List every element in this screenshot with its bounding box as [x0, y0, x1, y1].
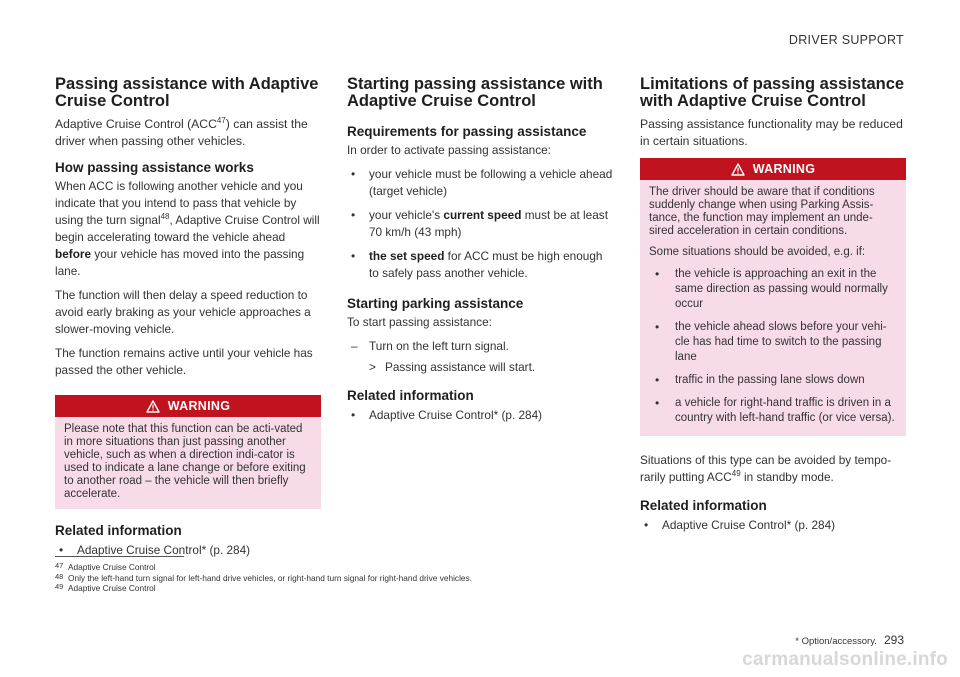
- related-heading: Related information: [347, 388, 474, 403]
- paragraph: To start passing assistance:: [347, 315, 492, 329]
- warning-body: Please note that this function can be acti-vated in more situations than just passing another vehicle, such as when a direction indi-cator is used to indicate a lane change or before exiting to another road – the vehicle will then briefly accelerate.: [55, 417, 321, 509]
- warning-body: The driver should be aware that if conditions suddenly change when using Parking Assis-tance, the function may implement an unde-sired acceleration in certain conditions. Some situations should be avoided, e.g. if: • the vehicle is approaching an exit in the same direction as passing would normally occur • the vehicle ahead slows before your vehi-cle has had time to switch to the passing lane • traffic in the passing lane slows down • a vehicle for right-hand traffic is driven in a country with left-hand traffic (or vice versa).: [640, 180, 906, 436]
- list-item: • the set speed for ACC must be high enough to safely pass another vehicle.: [351, 249, 603, 280]
- requirements-heading: Requirements for passing assistance: [347, 124, 587, 139]
- paragraph: When ACC is following another vehicle and you indicate that you intend to pass that vehicle by using the turn signal$^{48}$, Adaptive Cruise Control will begin accelerating toward the vehicle ahead before your vehicle has moved into the passing lane.: [55, 179, 320, 278]
- section-title: Passing assistance with Adaptive Cruise Control: [55, 75, 319, 110]
- warning-triangle-icon: [731, 163, 745, 176]
- column-passing-assistance: [55, 76, 321, 566]
- related-heading: Related information: [55, 523, 182, 538]
- related-link[interactable]: • Adaptive Cruise Control* (p. 284): [351, 408, 543, 422]
- list-item: • the vehicle is approaching an exit in the same direction as passing would normally occur: [655, 267, 888, 310]
- warning-header: WARNING: [55, 395, 321, 417]
- list-item: • a vehicle for right-hand traffic is driven in a country with left-hand traffic (or vice versa).: [655, 396, 895, 424]
- list-item: • the vehicle ahead slows before your vehi-cle has had time to switch to the passing lane: [655, 320, 887, 363]
- warning-triangle-icon: [146, 400, 160, 413]
- list-item: • traffic in the passing lane slows down: [655, 373, 865, 387]
- related-link[interactable]: • Adaptive Cruise Control* (p. 284): [59, 543, 251, 557]
- column-starting-passing-assistance: [347, 76, 613, 431]
- footnote-divider: [55, 556, 184, 557]
- section-title: Starting passing assistance with Adaptive Cruise Control: [347, 75, 603, 110]
- page-footer: [795, 633, 904, 647]
- page-number: 293: [883, 633, 904, 647]
- paragraph: Situations of this type can be avoided by tempo-rarily putting ACC$^{49}$ in standby mode.: [640, 453, 892, 484]
- list-item: • your vehicle must be following a vehicle ahead (target vehicle): [351, 167, 613, 198]
- intro-paragraph: Adaptive Cruise Control (ACC$^{47}$) can assist the driver when passing other vehicles.: [55, 115, 308, 148]
- footnotes: [55, 562, 472, 594]
- section-title: Limitations of passing assistance with Adaptive Cruise Control: [640, 75, 905, 110]
- paragraph: The function will then delay a speed reduction to avoid early braking as your vehicle approaches a slower-moving vehicle.: [55, 288, 311, 336]
- step-result: > Passing assistance will start.: [369, 360, 536, 374]
- option-note: * Option/accessory.: [795, 636, 877, 647]
- warning-box: [640, 158, 906, 436]
- related-list: [347, 407, 613, 424]
- paragraph: In order to activate passing assistance:: [347, 143, 551, 157]
- watermark: carmanualsonline.info: [742, 649, 948, 670]
- warning-list: [649, 267, 897, 426]
- footnote: 48 Only the left-hand turn signal for left-hand drive vehicles, or right-hand turn signal for right-hand drive vehicles.: [55, 571, 472, 583]
- column-limitations: [640, 76, 906, 541]
- related-list: [640, 517, 906, 534]
- related-heading: Related information: [640, 498, 767, 513]
- warning-box: [55, 395, 321, 509]
- footnote: 49 Adaptive Cruise Control: [55, 582, 156, 593]
- section-header: DRIVER SUPPORT: [788, 33, 904, 47]
- starting-heading: Starting parking assistance: [347, 296, 524, 311]
- how-it-works-heading: How passing assistance works: [55, 160, 254, 175]
- related-link[interactable]: • Adaptive Cruise Control* (p. 284): [644, 518, 836, 532]
- paragraph: The function remains active until your vehicle has passed the other vehicle.: [55, 346, 313, 377]
- warning-header: WARNING: [640, 158, 906, 180]
- requirements-list: [347, 166, 613, 282]
- intro-paragraph: Passing assistance functionality may be reduced in certain situations.: [640, 117, 903, 148]
- footnote: 47 Adaptive Cruise Control: [55, 561, 156, 572]
- step-item: – Turn on the left turn signal.: [351, 339, 509, 353]
- list-item: • your vehicle's current speed must be at least 70 km/h (43 mph): [351, 208, 608, 239]
